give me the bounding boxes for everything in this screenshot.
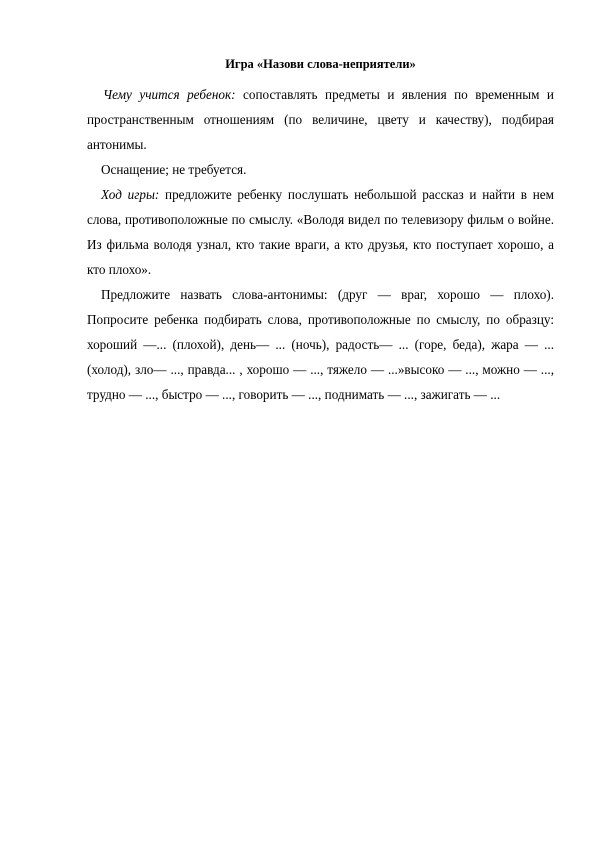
paragraph-text: предложите ребенку послушать небольшой рассказ и найти в нем слова, противоположные по смыслу. «Володя видел по телевизору фильм о войне. Из фильма володя узнал, кто такие враги, а кто друзья, кто поступает хорошо, а кто плохо». [87, 187, 554, 277]
paragraph-game-process [87, 182, 554, 282]
paragraph-text: Предложите назвать слова-антонимы: (друг — враг, хорошо — плохо). Попросите ребенка подбирать слова, противоположные по смыслу, по образцу: хороший —... (плохой), день— ... (ночь), радость— ... (горе, беда), жара — ... (холод), зло— ..., правда... , хорошо — ..., тяжело — ...»высоко — ..., можно — ..., трудно — ..., быстро — ..., говорить — ..., поднимать — ..., зажигать — ... [87, 287, 554, 402]
paragraph-text: Оснащение; не требуется. [101, 162, 247, 177]
paragraph-learning-goal [87, 82, 554, 157]
document-title: Игра «Назови слова-неприятели» [225, 57, 416, 71]
paragraph-lead: Ход игры: [101, 187, 160, 202]
document-page [87, 56, 554, 407]
paragraph-text: сопоставлять предметы и явления по временным и пространственным отношениям (по величине, цвету и качеству), подбирая антонимы. [87, 87, 554, 152]
paragraph-equipment [87, 157, 554, 182]
paragraph-lead: Чему учится ребенок: [103, 87, 236, 102]
paragraph-antonyms [87, 282, 554, 407]
